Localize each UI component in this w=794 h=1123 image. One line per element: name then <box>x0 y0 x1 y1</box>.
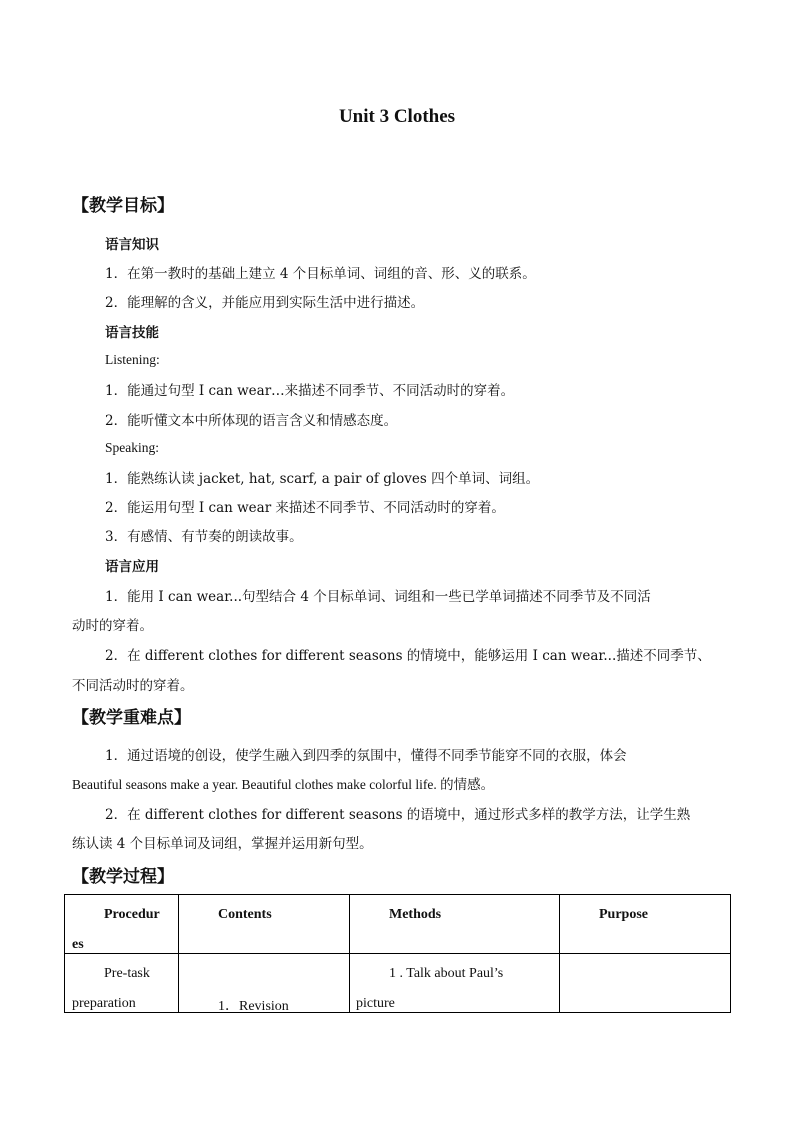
listening-label: Listening: <box>105 352 160 367</box>
row1-procedure-cell <box>65 954 179 1013</box>
row1-procedure-line-1: Pre-task <box>104 966 150 981</box>
application-item-2-line-1: 2．在 different clothes for different seasons 的情境中，能够运用 I can wear...描述不同季节、 <box>105 648 711 664</box>
speaking-item-2: 2．能运用句型 I can wear 来描述不同季节、不同活动时的穿着。 <box>105 500 505 516</box>
key-points-heading: 【教学重难点】 <box>72 708 191 728</box>
application-label: 语言应用 <box>105 559 159 575</box>
key-point-1-line-1: 1．通过语境的创设，使学生融入到四季的氛围中，懂得不同季节能穿不同的衣服，体会 <box>105 748 627 764</box>
process-table <box>64 894 731 1013</box>
header-purpose-cell <box>560 895 731 954</box>
key-point-2-line-1: 2．在 different clothes for different seasons 的语境中，通过形式多样的教学方法，让学生熟 <box>105 807 691 823</box>
header-contents: Contents <box>218 907 272 922</box>
row1-purpose-cell <box>560 954 731 1013</box>
row1-method-line-2: picture <box>356 996 395 1011</box>
key-point-2-line-2: 练认读 4 个目标单词及词组，掌握并运用新句型。 <box>72 836 373 852</box>
skills-label: 语言技能 <box>105 325 159 341</box>
header-methods: Methods <box>389 907 442 922</box>
key-point-1-line-2: Beautiful seasons make a year. Beautiful clothes make colorful life. 的情感。 <box>72 777 495 792</box>
header-contents-cell <box>179 895 350 954</box>
knowledge-item-2: 2．能理解的含义，并能应用到实际生活中进行描述。 <box>105 295 425 311</box>
speaking-item-3: 3．有感情、有节奏的朗读故事。 <box>105 529 303 545</box>
row1-content-cell <box>179 954 350 1013</box>
row1-procedure-line-2: preparation <box>72 996 136 1011</box>
row1-method-line-1: 1 . Talk about Paul’s <box>389 966 504 981</box>
speaking-item-1: 1．能熟练认读 jacket, hat, scarf, a pair of gloves 四个单词、词组。 <box>105 471 540 487</box>
objectives-heading: 【教学目标】 <box>72 196 174 216</box>
application-item-2-line-2: 不同活动时的穿着。 <box>72 678 194 694</box>
row1-method-cell <box>350 954 560 1013</box>
table-header-row <box>65 895 731 954</box>
row1-content: 1．Revision <box>218 999 289 1014</box>
header-purpose: Purpose <box>599 907 648 922</box>
table-row <box>65 954 731 1013</box>
process-heading: 【教学过程】 <box>72 867 174 887</box>
knowledge-item-1: 1．在第一教时的基础上建立 4 个目标单词、词组的音、形、义的联系。 <box>105 266 536 282</box>
application-item-1-line-1: 1．能用 I can wear...句型结合 4 个目标单词、词组和一些已学单词描述不同季节及不同活 <box>105 589 651 605</box>
header-methods-cell <box>350 895 560 954</box>
speaking-label: Speaking: <box>105 440 159 455</box>
knowledge-label: 语言知识 <box>105 237 159 253</box>
header-procedures-line-2: es <box>72 937 84 952</box>
header-procedures-cell <box>65 895 179 954</box>
listening-item-2: 2．能听懂文本中所体现的语言含义和情感态度。 <box>105 413 398 429</box>
document-title: Unit 3 Clothes <box>338 106 456 127</box>
listening-item-1: 1．能通过句型 I can wear…来描述不同季节、不同活动时的穿着。 <box>105 383 515 399</box>
header-procedures-line-1: Procedur <box>104 907 160 922</box>
application-item-1-line-2: 动时的穿着。 <box>72 618 153 634</box>
